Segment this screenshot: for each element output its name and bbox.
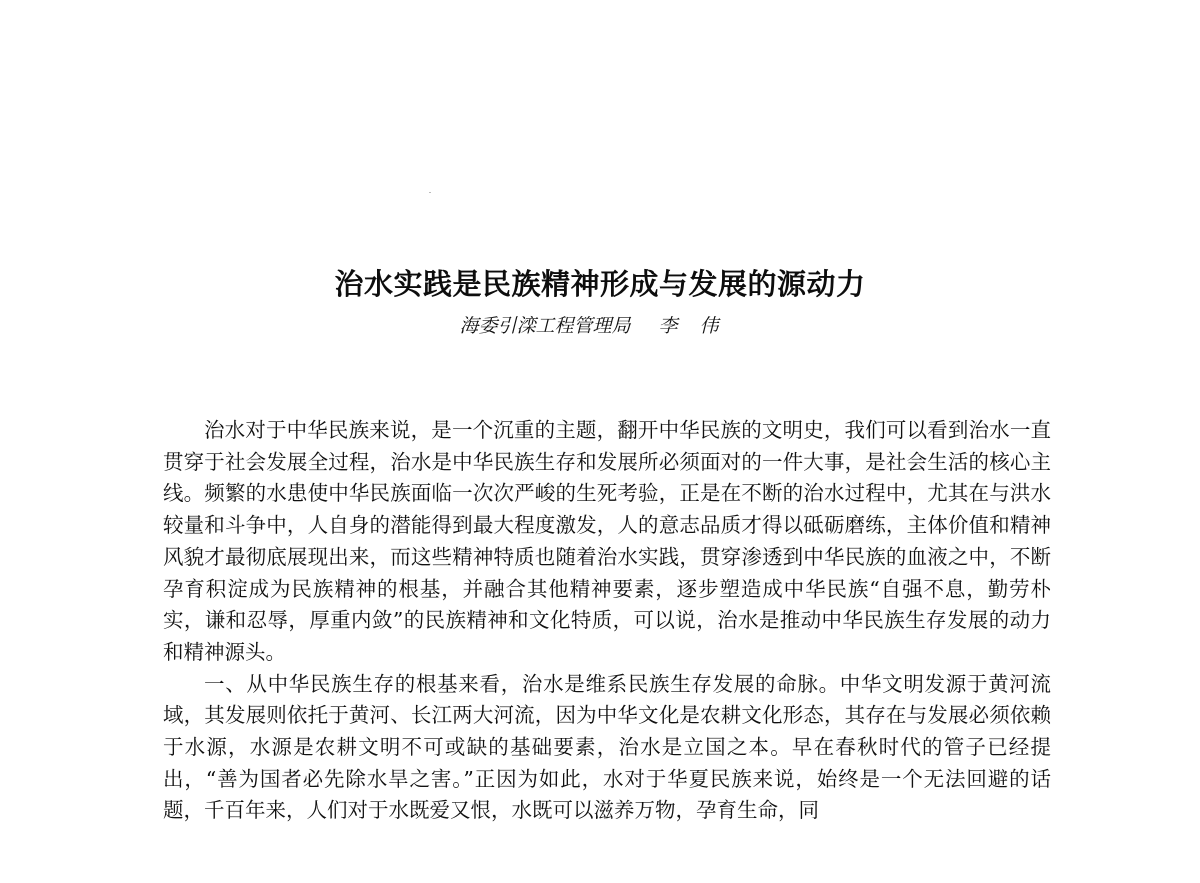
paragraph-section-1: 一、从中华民族生存的根基来看，治水是维系民族生存发展的命脉。中华文明发源于黄河流域，其发展则依托于黄河、长江两大河流，因为中华文化是农耕文化形态，其存在与发展必须依赖于水源，水源是农耕文明不可或缺的基础要素，治水是立国之本。早在春秋时代的管子已经提出，“善为国者必先除水旱之害。”正因为如此，水对于华夏民族来说，始终是一个无法回避的话题，千百年来，人们对于水既爱又恨，水既可以滋养万物，孕育生命，同 — [163, 671, 1051, 823]
scan-artifact — [429, 192, 431, 193]
byline — [0, 311, 1200, 338]
author-name: 李伟 — [658, 315, 741, 337]
article-body — [163, 415, 1051, 827]
author-organization: 海委引滦工程管理局 — [459, 315, 631, 337]
paragraph-intro: 治水对于中华民族来说，是一个沉重的主题，翻开中华民族的文明史，我们可以看到治水一直贯穿于社会发展全过程，治水是中华民族生存和发展所必须面对的一件大事，是社会生活的核心主线。频繁的水患使中华民族面临一次次严峻的生死考验，正是在不断的治水过程中，尤其在与洪水较量和斗争中，人自身的潜能得到最大程度激发，人的意志品质才得以砥砺磨练，主体价值和精神风貌才最彻底展现出来，而这些精神特质也随着治水实践，贯穿渗透到中华民族的血液之中，不断孕育积淀成为民族精神的根基，并融合其他精神要素，逐步塑造成中华民族“自强不息，勤劳朴实，谦和忍辱，厚重内敛”的民族精神和文化特质，可以说，治水是推动中华民族生存发展的动力和精神源头。 — [163, 418, 1051, 664]
article-title: 治水实践是民族精神形成与发展的源动力 — [334, 267, 866, 302]
